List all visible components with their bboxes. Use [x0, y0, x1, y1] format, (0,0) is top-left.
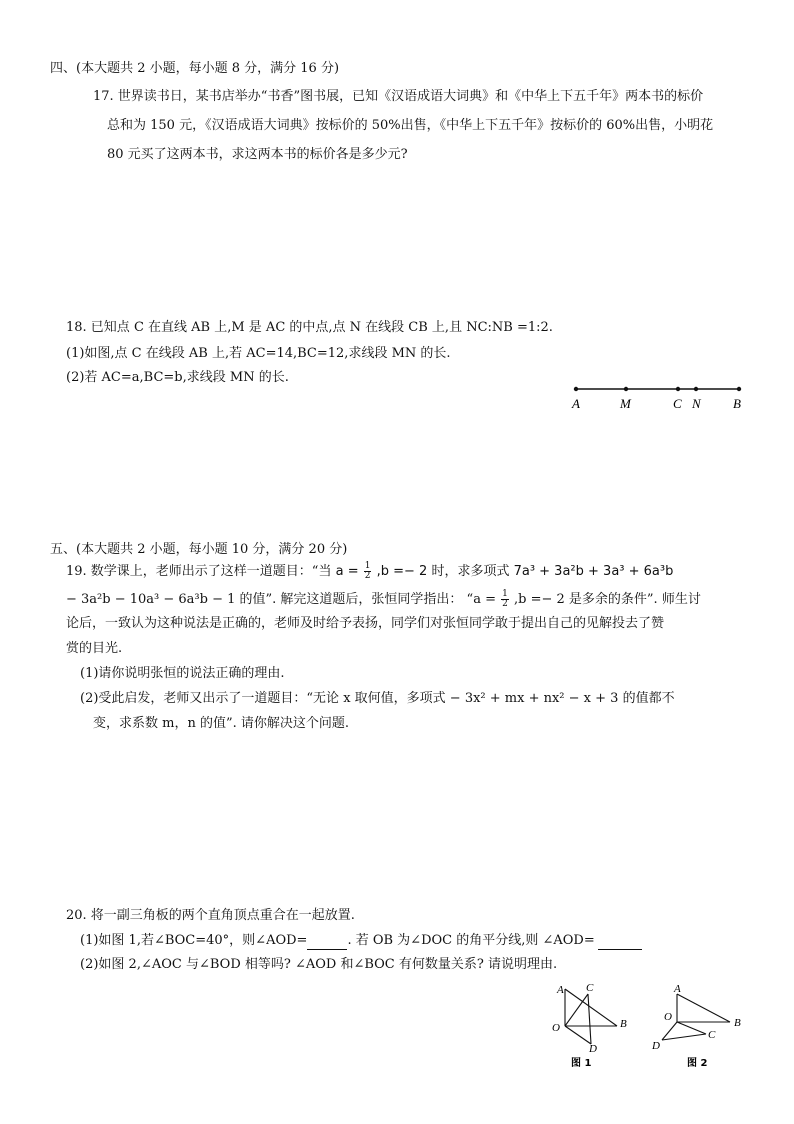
label-n: N — [692, 396, 701, 411]
fig1-label-c: C — [586, 982, 594, 994]
fig1-label-d: D — [589, 1043, 597, 1055]
fig1-caption: 图 1 — [571, 1058, 592, 1069]
point-c — [676, 387, 680, 391]
answer-blank-2[interactable] — [598, 933, 642, 950]
q20-figure-2 — [650, 980, 755, 1072]
q19-line-3: 论后，一致认为这种说法是正确的，老师及时给予表扬，同学们对张恒同学敢于提出自己的见解投去了赞 — [66, 616, 665, 631]
fig1-label-a: A — [557, 984, 564, 996]
q19-l2-text: − 3a²b − 10a³ − 6a³b − 1 的值”. 解完这道题后，张恒同学指出： “a = — [66, 592, 496, 607]
fraction-half-2: $\frac{1}{2}$ — [502, 589, 508, 609]
point-m — [624, 387, 628, 391]
q18-part-2: (2)若 AC=a,BC=b,求线段 MN 的长. — [66, 370, 289, 385]
q20-figure-1 — [545, 980, 640, 1072]
section-5-heading: 五、(本大题共 2 小题，每小题 10 分，满分 20 分) — [50, 542, 348, 557]
point-a — [574, 387, 578, 391]
q19-l1-text-c: ,b =− 2 时，求多项式 7a³ + 3a²b + 3a³ + 6a³b — [376, 564, 674, 579]
q19-line-2 — [66, 590, 701, 609]
fig2-label-c: C — [708, 1029, 716, 1041]
fig2-label-b: B — [734, 1017, 741, 1029]
q17-line-1: 17. 世界读书日，某书店举办“书香”图书展，已知《汉语成语大词典》和《中华上下五千年》两本书的标价 — [93, 89, 704, 104]
fraction-half: $\frac{1}{2}$ — [364, 561, 371, 581]
label-a: A — [572, 396, 580, 411]
q20-part-1-text-b: . 若 OB 为∠DOC 的角平分线,则 ∠AOD= — [347, 933, 595, 948]
point-n — [694, 387, 698, 391]
q19-line-1 — [66, 562, 673, 581]
label-c: C — [673, 396, 682, 411]
q19-line-4: 赏的目光. — [66, 641, 123, 656]
q20-part-1-text-a: (1)如图 1,若∠BOC=40°，则∠AOD= — [80, 933, 308, 948]
q17-line-3: 80 元买了这两本书，求这两本书的标价各是多少元? — [107, 147, 408, 162]
q20-part-2: (2)如图 2,∠AOC 与∠BOD 相等吗? ∠AOD 和∠BOC 有何数量关系? 请说明理由. — [80, 957, 558, 972]
q18-line-1: 18. 已知点 C 在直线 AB 上,M 是 AC 的中点,点 N 在线段 CB 上,且 NC:NB =1:2. — [66, 320, 553, 335]
q19-part-1: (1)请你说明张恒的说法正确的理由. — [80, 666, 285, 681]
section-4-heading: 四、(本大题共 2 小题，每小题 8 分，满分 16 分) — [50, 61, 340, 76]
fig1-label-o: O — [552, 1022, 560, 1034]
label-b: B — [733, 396, 741, 411]
q19-part-2-line-2: 变，求系数 m，n 的值”. 请你解决这个问题. — [93, 716, 350, 731]
fig2-label-o: O — [664, 1011, 672, 1023]
q18-line-segment-figure — [565, 380, 750, 414]
q19-l1-text-a: 19. 数学课上，老师出示了这样一道题目：“当 — [66, 564, 332, 579]
q19-l1-a-eq: a = — [335, 564, 359, 579]
point-b — [737, 387, 741, 391]
q18-part-1: (1)如图,点 C 在线段 AB 上,若 AC=14,BC=12,求线段 MN 的长. — [66, 346, 451, 361]
q20-part-1 — [80, 933, 642, 950]
fig2-label-a: A — [674, 983, 681, 995]
fig1-label-b: B — [620, 1018, 627, 1030]
fig2-label-d: D — [652, 1040, 660, 1052]
q19-l2-text-c: ,b =− 2 是多余的条件”. 师生讨 — [514, 592, 701, 607]
q17-line-2: 总和为 150 元，《汉语成语大词典》按标价的 50%出售，《中华上下五千年》按标价的 60%出售，小明花 — [107, 118, 714, 133]
q19-part-2-line-1: (2)受此启发，老师又出示了一道题目：“无论 x 取何值，多项式 − 3x² + mx + nx² − x + 3 的值都不 — [80, 691, 675, 706]
fig2-caption: 图 2 — [687, 1058, 708, 1069]
q20-line-1: 20. 将一副三角板的两个直角顶点重合在一起放置. — [66, 908, 355, 923]
answer-blank-1[interactable] — [307, 933, 347, 950]
label-m: M — [620, 396, 631, 411]
